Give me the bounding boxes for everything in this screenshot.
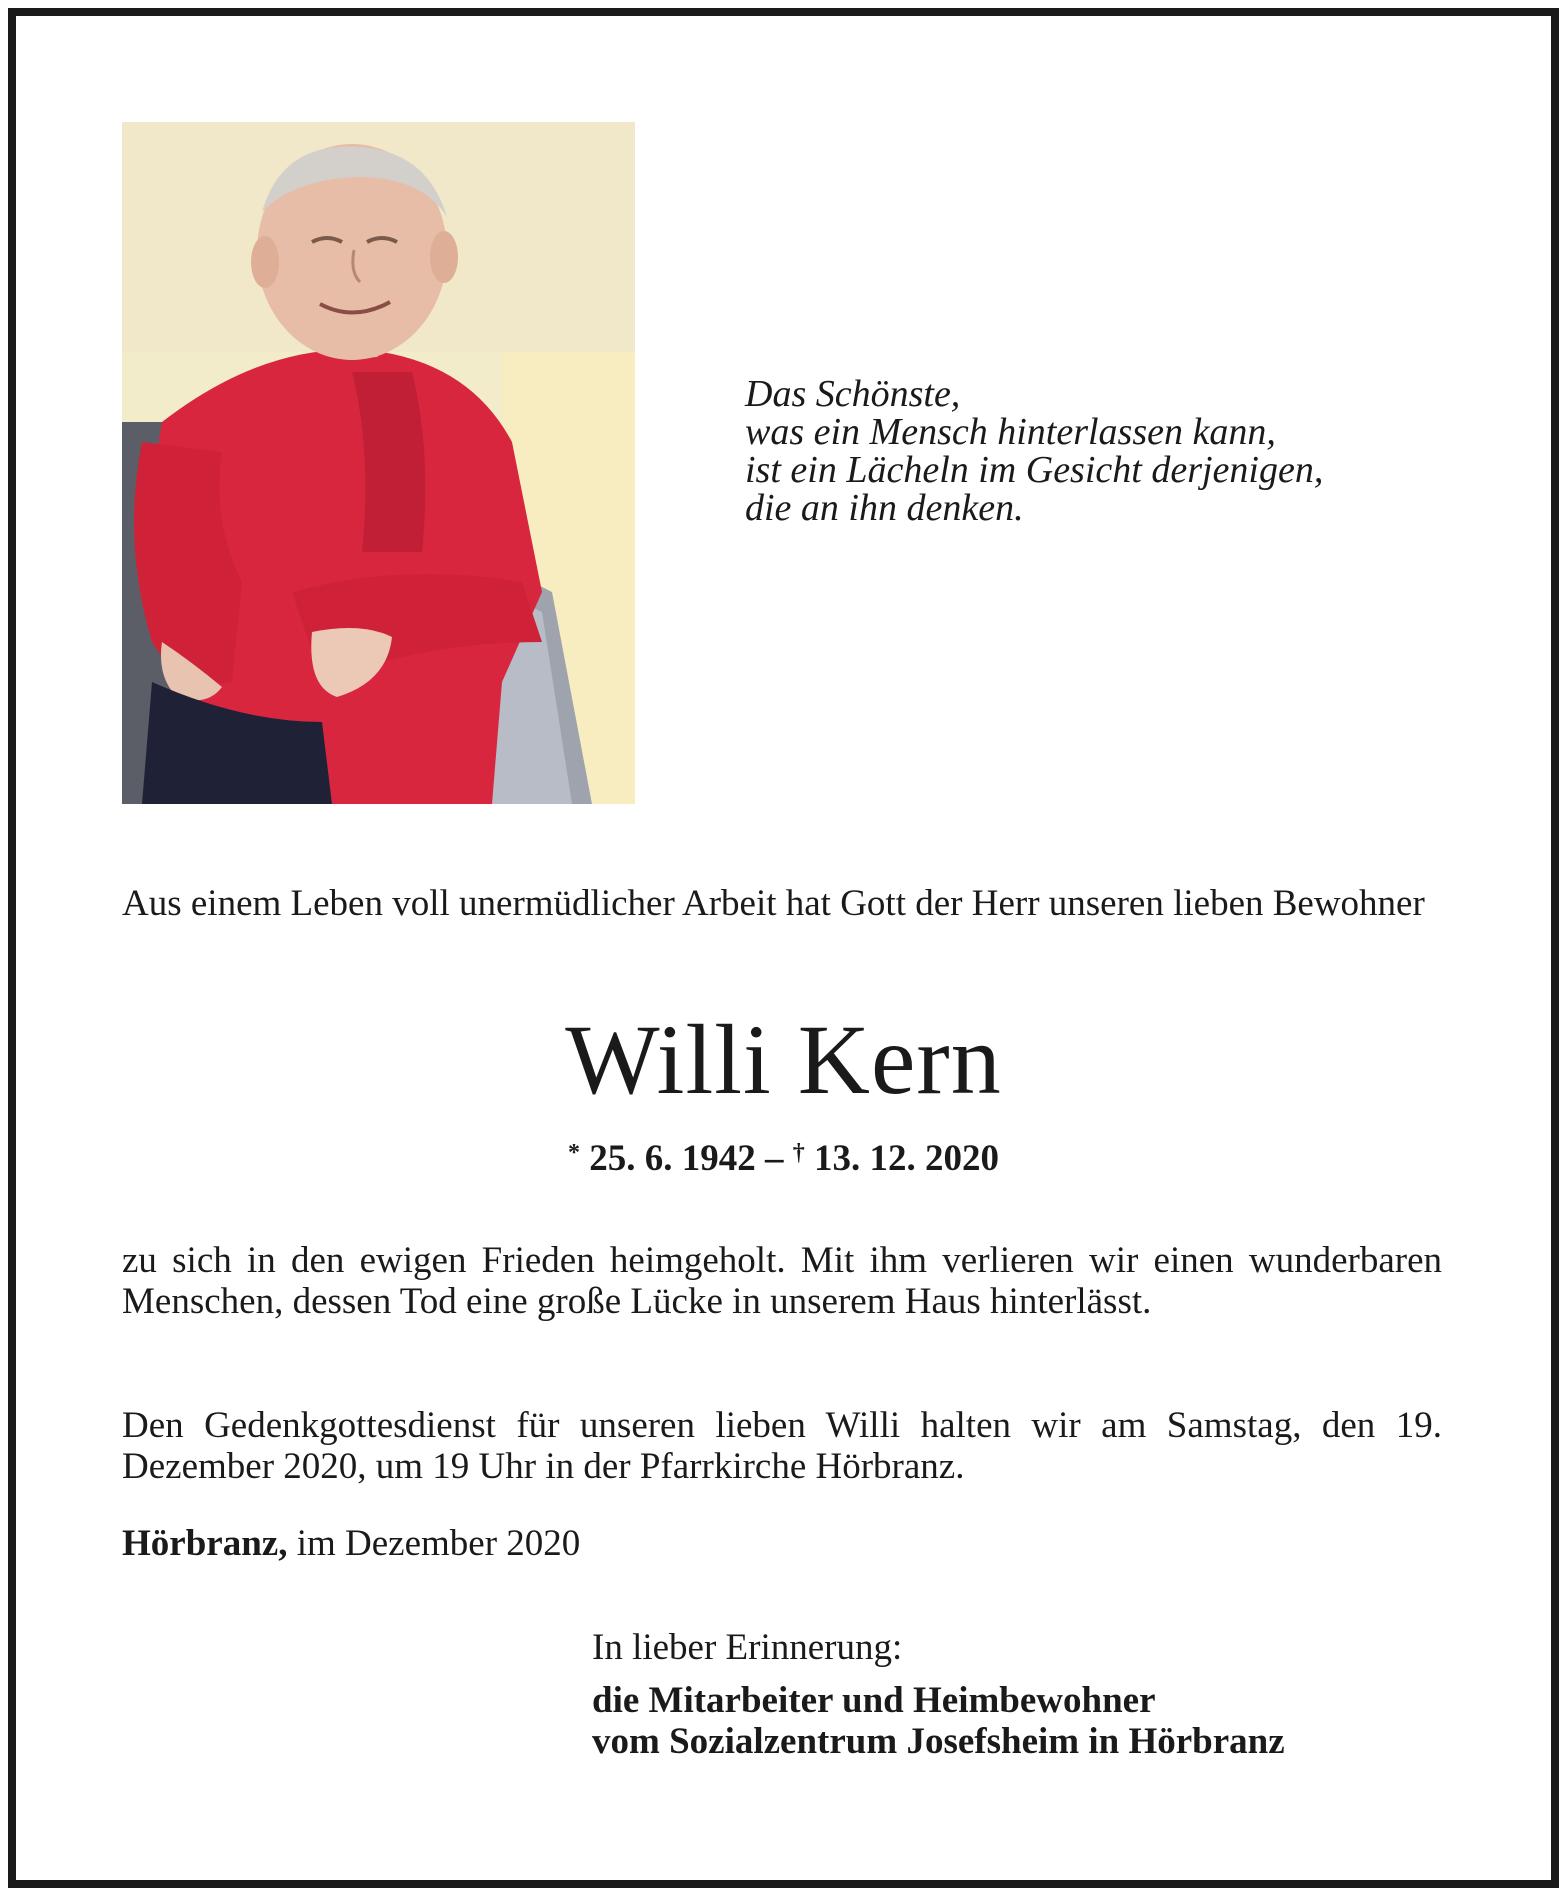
birth-symbol: * [568,1140,580,1166]
place-name: Hörbranz, [122,1523,288,1564]
quote-line: die an ihn denken. [745,487,1024,529]
birth-date: 25. 6. 1942 [589,1138,756,1179]
mourners-line: die Mitarbeiter und Heimbewohner [592,1680,1156,1721]
service-paragraph: Den Gedenkgottesdienst für unseren lieben Willi halten wir am Samstag, den 19. Dezember 2020, um 19 Uhr in der Pfarrkirche Hörbranz. [122,1405,1442,1487]
portrait-illustration [122,122,635,804]
mourners-line: vom Sozialzentrum Josefsheim in Hörbranz [592,1721,1285,1762]
notice-date: im Dezember 2020 [296,1523,581,1564]
portrait-photo [122,122,635,804]
quote-line: was ein Mensch hinterlassen kann, [745,411,1276,453]
quote-line: Das Schönste, [745,373,961,415]
death-symbol: † [792,1140,805,1166]
signature-block [592,1627,1452,1762]
deceased-name: Willi Kern [565,1004,1002,1115]
memorial-quote [745,375,1445,527]
date-separator: – [765,1138,784,1179]
quote-line: ist ein Lächeln im Gesicht derjenigen, [745,449,1324,491]
death-date: 13. 12. 2020 [814,1138,999,1179]
life-dates [0,1133,1567,1179]
place-and-date [122,1523,580,1564]
intro-text: Aus einem Leben voll unermüdlicher Arbeit hat Gott der Herr unseren lieben Bewohner [122,883,1425,924]
memory-label: In lieber Erinnerung: [592,1627,903,1668]
obituary-paragraph: zu sich in den ewigen Frieden heimgeholt. Mit ihm verlieren wir einen wunderbaren Menschen, dessen Tod eine große Lücke in unserem Haus hinterlässt. [122,1240,1442,1322]
